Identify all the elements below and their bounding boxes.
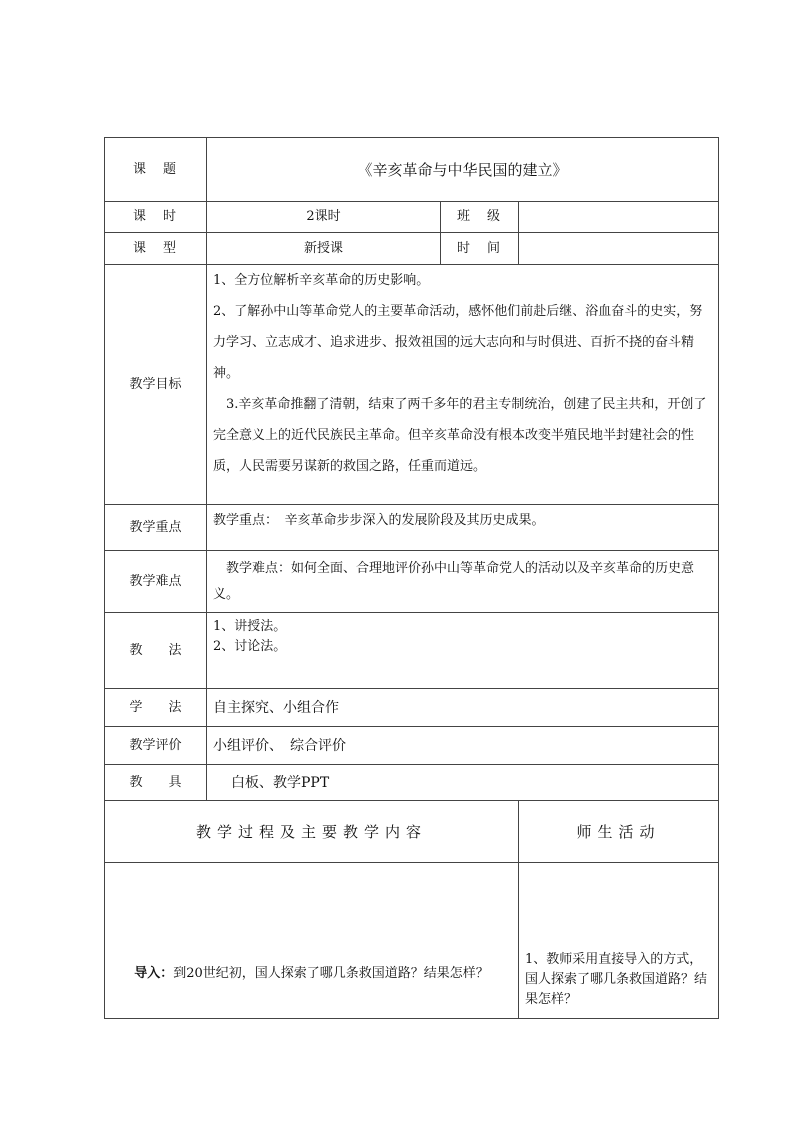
- label-goals: 教学目标: [105, 265, 207, 505]
- method-item-1: 1、讲授法。: [213, 619, 287, 634]
- label-focus: 教学重点: [105, 505, 207, 551]
- label-class: 班 级: [441, 202, 519, 233]
- value-goals: [207, 265, 719, 505]
- label-evaluation: 教学评价: [105, 727, 207, 765]
- row-focus: [105, 505, 719, 551]
- value-study: 自主探究、小组合作: [207, 689, 719, 727]
- label-difficulty: 教学难点: [105, 551, 207, 613]
- value-evaluation: 小组评价、 综合评价: [207, 727, 719, 765]
- row-type: [105, 233, 719, 265]
- process-header-right: 师生活动: [519, 801, 719, 863]
- process-intro: [105, 863, 519, 1019]
- label-time: 时 间: [441, 233, 519, 265]
- label-study: 学 法: [105, 689, 207, 727]
- goal-item-1: 1、全方位解析辛亥革命的历史影响。: [213, 273, 430, 288]
- value-time: [519, 233, 719, 265]
- row-goals: [105, 265, 719, 505]
- value-difficulty: 教学难点：如何全面、合理地评价孙中山等革命党人的活动以及辛亥革命的历史意义。: [207, 551, 719, 613]
- row-process-intro: [105, 863, 719, 1019]
- value-hours: 2课时: [207, 202, 441, 233]
- intro-text: 到20世纪初，国人探索了哪几条救国道路？结果怎样？: [173, 966, 489, 981]
- value-type: 新授课: [207, 233, 441, 265]
- goal-item-2: 2、了解孙中山等革命党人的主要革命活动，感怀他们前赴后继、浴血奋斗的史实，努力学习、立志成才、追求进步、报效祖国的远大志向和与时俱进、百折不挠的奋斗精神。: [213, 304, 703, 381]
- value-topic: 《辛亥革命与中华民国的建立》: [207, 138, 719, 202]
- row-process-header: [105, 801, 719, 863]
- lesson-plan-table: [104, 137, 719, 1019]
- row-tools: [105, 765, 719, 801]
- value-focus: 教学重点： 辛亥革命步步深入的发展阶段及其历史成果。: [207, 505, 719, 551]
- label-type: 课 型: [105, 233, 207, 265]
- process-activity: 1、教师采用直接导入的方式，国人探索了哪几条救国道路？结果怎样？: [519, 863, 719, 1019]
- label-tools: 教 具: [105, 765, 207, 801]
- value-tools: 白板、教学PPT: [207, 765, 719, 801]
- row-topic: [105, 138, 719, 202]
- row-evaluation: [105, 727, 719, 765]
- value-method: [207, 613, 719, 689]
- row-hours: [105, 202, 719, 233]
- row-study: [105, 689, 719, 727]
- process-header-left: 教学过程及主要教学内容: [105, 801, 519, 863]
- goal-item-3: 3.辛亥革命推翻了清朝，结束了两千多年的君主专制统治，创建了民主共和，开创了完全意义上的近代民族民主革命。但辛亥革命没有根本改变半殖民地半封建社会的性质，人民需要另谋新的救国之路，任重而道远。: [213, 397, 707, 474]
- label-topic: 课 题: [105, 138, 207, 202]
- row-difficulty: [105, 551, 719, 613]
- label-hours: 课 时: [105, 202, 207, 233]
- intro-label: 导入：: [134, 966, 174, 981]
- value-class: [519, 202, 719, 233]
- method-item-2: 2、讨论法。: [213, 639, 287, 654]
- row-method: [105, 613, 719, 689]
- label-method: 教 法: [105, 613, 207, 689]
